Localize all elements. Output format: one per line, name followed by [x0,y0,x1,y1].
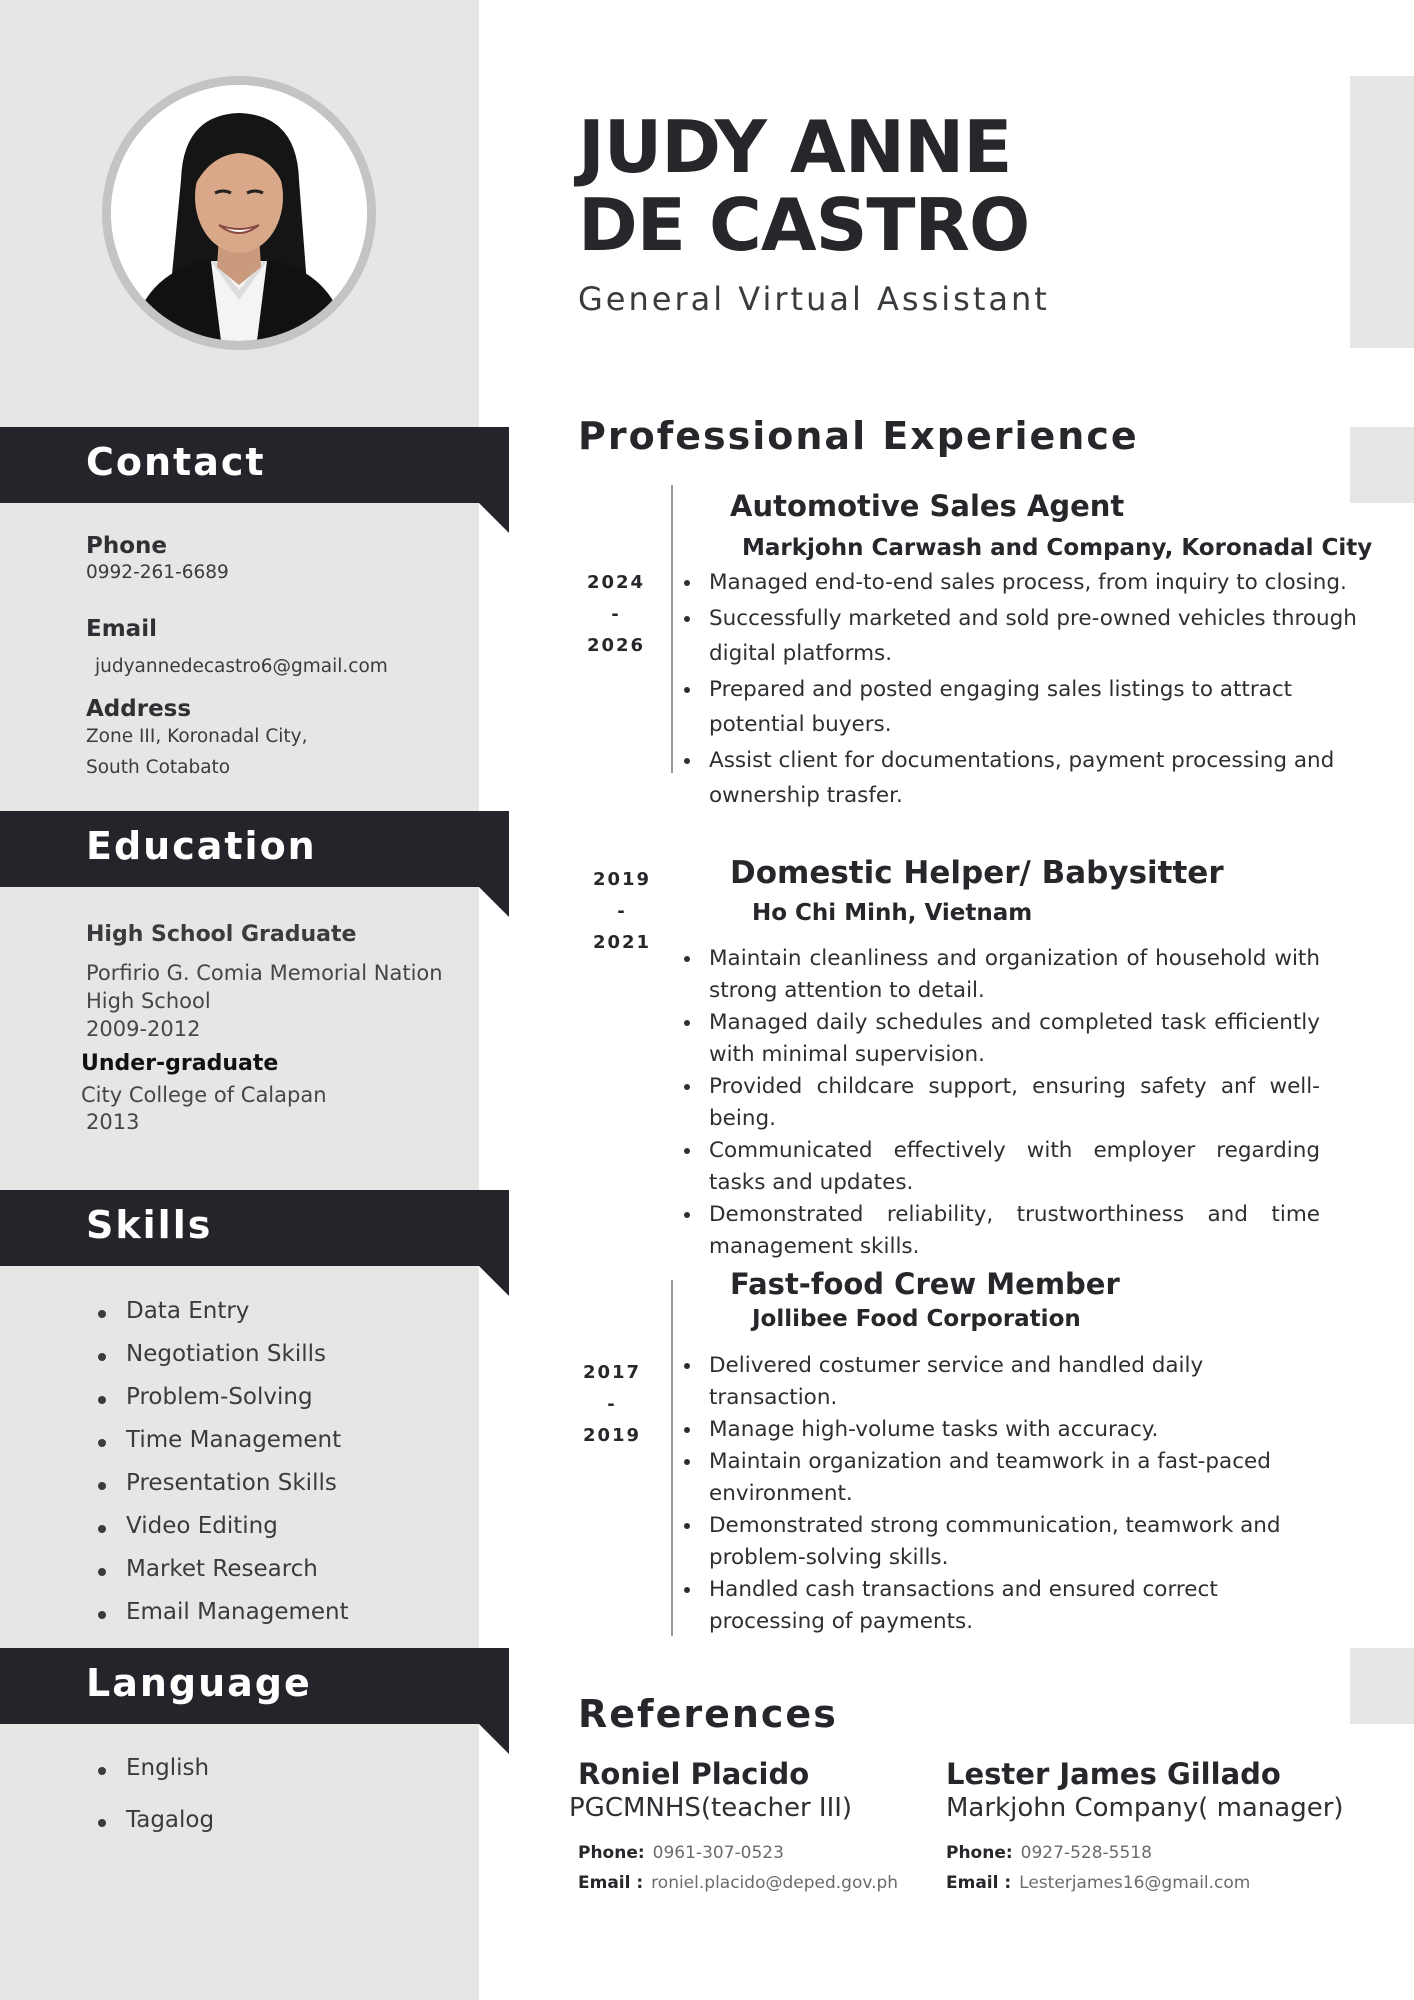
job-role: General Virtual Assistant [578,280,1050,318]
job-bullets [680,565,1360,814]
job-years [581,567,651,662]
skills-heading: Skills [86,1203,213,1247]
job-years [577,1357,647,1452]
reference-email-value: roniel.placido@deped.gov.ph [651,1873,899,1893]
reference-email [578,1873,898,1893]
year-end: 2026 [586,635,646,656]
timeline-line [671,1280,673,1636]
job-bullets [680,943,1320,1263]
decor-block [1350,427,1414,503]
reference-org: PGCMNHS(teacher III) [569,1793,853,1823]
reference-phone-value: 0961-307-0523 [652,1843,784,1863]
reference-phone [946,1843,1152,1863]
list-item: Managed daily schedules and completed task efficiently with minimal supervision. [680,1007,1320,1071]
list-item: Provided childcare support, ensuring safety anf well-being. [680,1071,1320,1135]
list-item: Communicated effectively with employer regarding tasks and updates. [680,1135,1320,1199]
year-end: 2019 [582,1425,642,1446]
name-line: DE CASTRO [578,183,1030,267]
year-start: 2019 [592,869,652,890]
list-item: Managed end-to-end sales process, from inquiry to closing. [680,565,1360,601]
reference-email-value: Lesterjames16@gmail.com [1019,1873,1251,1893]
language-heading: Language [86,1661,312,1705]
email-value: judyannedecastro6@gmail.com [95,656,388,677]
phone-label: Phone: [946,1843,1013,1863]
list-item: Video Editing [98,1513,349,1556]
list-item: Maintain cleanliness and organization of household with strong attention to detail. [680,943,1320,1007]
list-item: Prepared and posted engaging sales listings to attract potential buyers. [680,672,1360,743]
job-title: Automotive Sales Agent [730,489,1125,523]
education-years: 2013 [86,1110,140,1134]
list-item: Successfully marketed and sold pre-owned vehicles through digital platforms. [680,601,1360,672]
ribbon-fold [479,1266,509,1296]
reference-org: Markjohn Company( manager) [946,1793,1344,1823]
year-end: 2021 [592,932,652,953]
job-years [587,864,657,959]
timeline-line [671,485,673,773]
reference-phone-value: 0927-528-5518 [1020,1843,1152,1863]
skills-section-bar [0,1190,509,1266]
list-item: Market Research [98,1556,349,1599]
education-years: 2009-2012 [86,1017,201,1041]
job-company: Jollibee Food Corporation [752,1306,1081,1332]
year-separator: - [611,603,621,625]
references-heading: References [578,1692,838,1736]
language-section-bar [0,1648,509,1724]
phone-label: Phone [86,533,168,559]
list-item: Manage high-volume tasks with accuracy. [680,1414,1320,1446]
education-school: Porfirio G. Comia Memorial Nation [86,961,443,985]
ribbon-fold [479,503,509,533]
list-item: Handled cash transactions and ensured correct processing of payments. [680,1574,1320,1638]
address-line-1: Zone III, Koronadal City, [86,726,308,747]
profile-photo [111,85,367,341]
year-separator: - [617,900,627,922]
list-item: Demonstrated strong communication, teamwork and problem-solving skills. [680,1510,1320,1574]
year-separator: - [607,1393,617,1415]
education-section-bar [0,811,509,887]
ribbon-fold [479,1724,509,1754]
year-start: 2017 [582,1362,642,1383]
email-label: Email : [946,1873,1012,1893]
list-item: Delivered costumer service and handled daily transaction. [680,1350,1320,1414]
education-heading: Education [86,824,317,868]
list-item: Email Management [98,1599,349,1642]
year-start: 2024 [586,572,646,593]
language-list [98,1755,214,1859]
job-title: Fast-food Crew Member [730,1267,1120,1301]
contact-heading: Contact [86,440,266,484]
list-item: Data Entry [98,1298,349,1341]
list-item: Maintain organization and teamwork in a fast-paced environment. [680,1446,1320,1510]
address-line-2: South Cotabato [86,757,231,778]
ribbon-fold [479,887,509,917]
education-title: Under-graduate [81,1051,279,1076]
contact-section-bar [0,427,509,503]
list-item: Presentation Skills [98,1470,349,1513]
phone-value: 0992-261-6689 [86,562,229,583]
list-item: Demonstrated reliability, trustworthiness and time management skills. [680,1199,1320,1263]
reference-name: Roniel Placido [578,1757,810,1791]
profile-photo-frame [102,76,376,350]
phone-label: Phone: [578,1843,645,1863]
job-company: Markjohn Carwash and Company, Koronadal City [742,535,1373,561]
education-school: High School [86,989,211,1013]
skills-list [98,1298,349,1642]
email-label: Email [86,616,157,642]
reference-name: Lester James Gillado [946,1757,1281,1791]
education-title: High School Graduate [86,922,357,947]
name-line: JUDY ANNE [578,105,1012,189]
job-title: Domestic Helper/ Babysitter [730,855,1224,891]
reference-phone [578,1843,784,1863]
address-label: Address [86,696,192,722]
full-name [578,105,1030,267]
experience-heading: Professional Experience [578,414,1139,458]
list-item: Negotiation Skills [98,1341,349,1384]
decor-block [1350,1648,1414,1724]
education-school: City College of Calapan [81,1083,327,1107]
list-item: Tagalog [98,1807,214,1859]
list-item: English [98,1755,214,1807]
reference-email [946,1873,1250,1893]
list-item: Problem-Solving [98,1384,349,1427]
job-company: Ho Chi Minh, Vietnam [752,900,1033,926]
email-label: Email : [578,1873,644,1893]
list-item: Assist client for documentations, payment processing and ownership trasfer. [680,743,1360,814]
list-item: Time Management [98,1427,349,1470]
job-bullets [680,1350,1320,1638]
decor-block [1350,76,1414,348]
